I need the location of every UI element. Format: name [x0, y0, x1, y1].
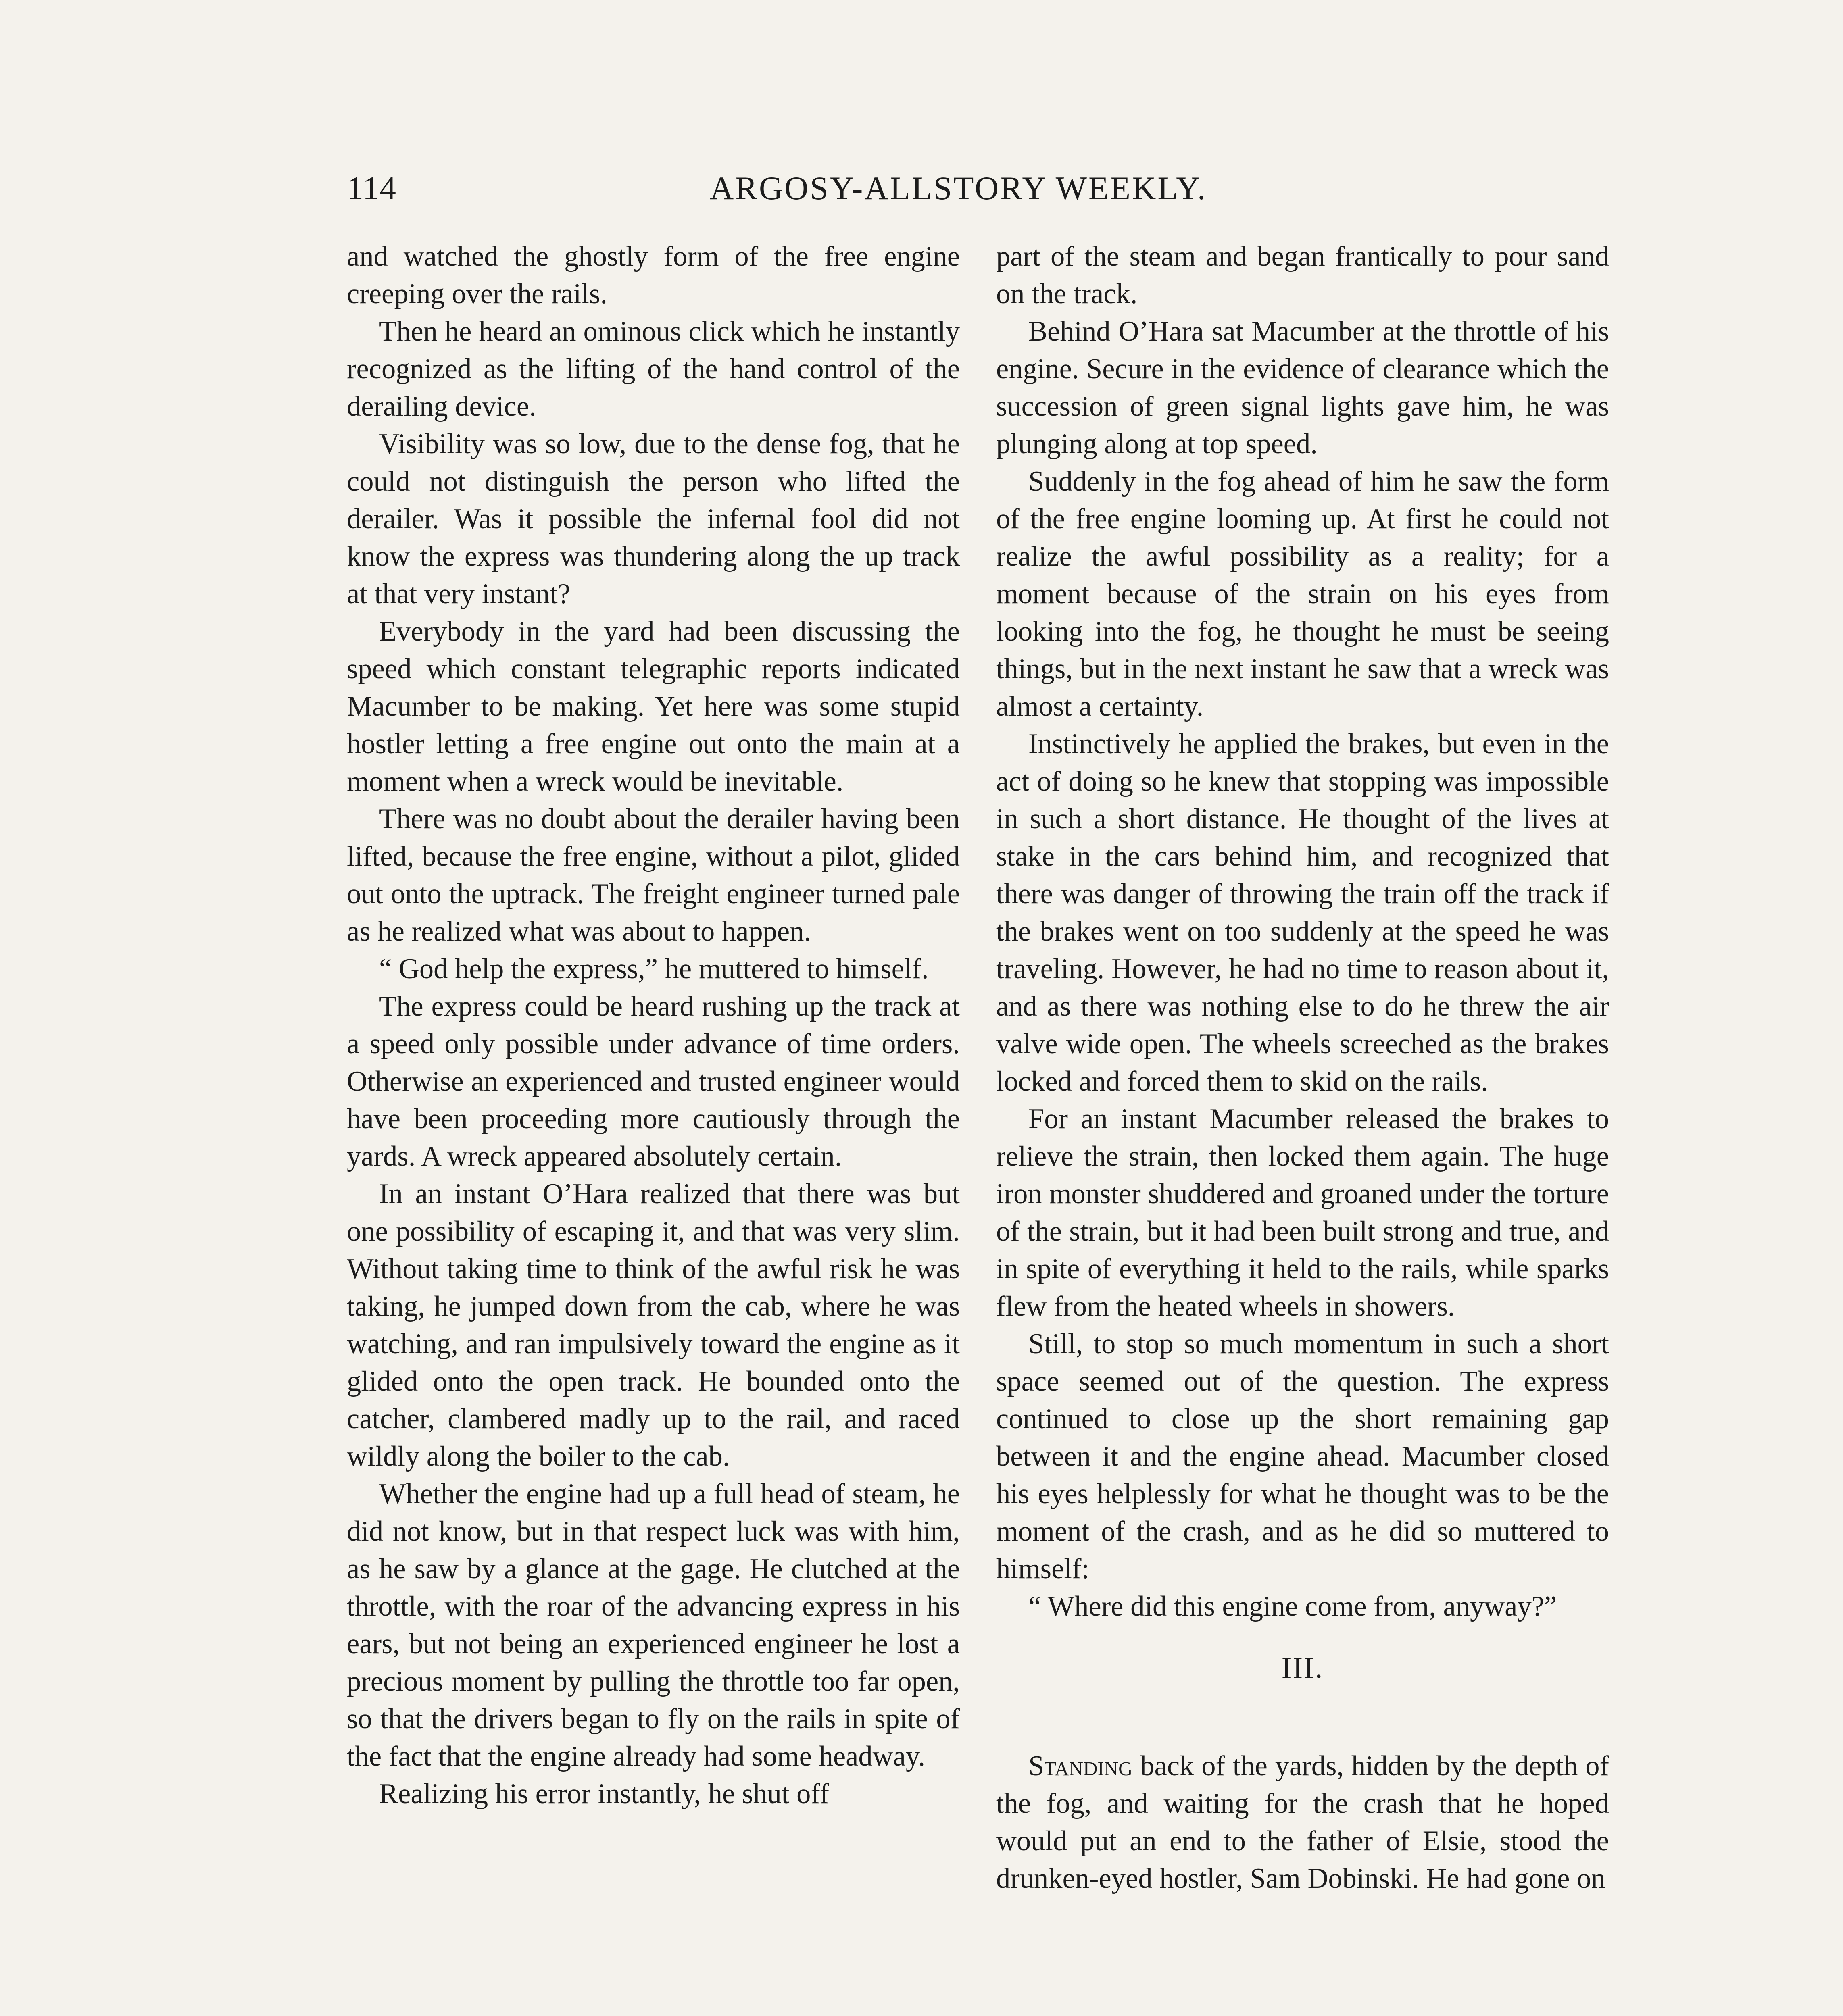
running-head: ARGOSY-ALLSTORY WEEKLY. — [710, 170, 1207, 206]
paragraph: Whether the engine had up a full head of steam, he did not know, but in that respect luck was with him, as he saw by a glance at the gage. He clutched at the throttle, with the roar of the advancing express in his ears, but not being an experienced engineer he lost a precious moment by pulling the throttle too far open, so that the drivers began to fly on the rails in spite of the fact that the engine already had some headway. — [347, 1478, 960, 1772]
paragraph: part of the steam and began frantically to pour sand on the track. — [996, 241, 1609, 310]
section-heading: III. — [1281, 1652, 1324, 1685]
paragraph: Behind O’Hara sat Macumber at the throttle of his engine. Secure in the evidence of clearance which the succession of green signal lights gave him, he was plunging along at top speed. — [996, 316, 1609, 460]
paragraph: Visibility was so low, due to the dense fog, that he could not distinguish the person who lifted the derailer. Was it possible the infernal fool did not know the express was thundering along the up track at that very instant? — [347, 428, 960, 610]
paragraph: Everybody in the yard had been discussing the speed which constant telegraphic reports indicated Macumber to be making. Yet here was some stupid hostler letting a free engine out onto the main at a moment when a wreck would be inevitable. — [347, 616, 960, 797]
paragraph: In an instant O’Hara realized that there was but one possibility of escaping it, and that was very slim. Without taking time to think of the awful risk he was taking, he jumped down from the cab, where he was watching, and ran impulsively toward the engine as it glided onto the open track. He bounded onto the catcher, clambered madly up to the rail, and raced wildly along the boiler to the cab. — [347, 1178, 960, 1472]
left-column — [347, 238, 960, 1813]
page-number: 114 — [347, 170, 396, 206]
paragraph: Instinctively he applied the brakes, but even in the act of doing so he knew that stopping was impossible in such a short distance. He thought of the lives at stake in the cars behind him, and recognized that there was danger of throwing the train off the track if the brakes went on too suddenly at the speed he was traveling. However, he had no time to reason about it, and as there was nothing else to do he threw the air valve wide open. The wheels screeched as the brakes locked and forced them to skid on the rails. — [996, 728, 1609, 1097]
paragraph: Then he heard an ominous click which he instantly recognized as the lifting of the hand control of the derailing device. — [347, 316, 960, 422]
lead-in-text: back of the yards, hidden by the depth of the fog, and waiting for the crash that he hoped would put an end to the father of Elsie, stood the drunken-eyed hostler, Sam Dobinski. He had gone on — [996, 1750, 1609, 1894]
paragraph: Realizing his error instantly, he shut off — [379, 1778, 830, 1810]
right-column — [996, 238, 1609, 1897]
paragraph: Suddenly in the fog ahead of him he saw the form of the free engine looming up. At first he could not realize the awful possibility as a reality; for a moment because of the strain on his eyes from looking into the fog, he thought he must be seeing things, but in the next instant he saw that a wreck was almost a certainty. — [996, 466, 1609, 722]
paragraph: “ God help the express,” he muttered to himself. — [379, 953, 929, 985]
paragraph: The express could be heard rushing up the track at a speed only possible under advance of time orders. Otherwise an experienced and trusted engineer would have been proceeding more cautiously through the yards. A wreck appeared absolutely certain. — [347, 991, 960, 1172]
paragraph: “ Where did this engine come from, anyway?” — [1028, 1591, 1557, 1622]
paragraph: and watched the ghostly form of the free engine creeping over the rails. — [347, 241, 960, 310]
section-opening-paragraph — [996, 1747, 1609, 1897]
paragraph: There was no doubt about the derailer having been lifted, because the free engine, without a pilot, glided out onto the uptrack. The freight engineer turned pale as he realized what was about to happen. — [347, 803, 960, 947]
lead-in-smallcaps: Standing — [1028, 1750, 1133, 1782]
paragraph: Still, to stop so much momentum in such a short space seemed out of the question. The express continued to close up the short remaining gap between it and the engine ahead. Macumber closed his eyes helplessly for what he thought was to be the moment of the crash, and as he did so muttered to himself: — [996, 1328, 1609, 1585]
paragraph: For an instant Macumber released the brakes to relieve the strain, then locked them again. The huge iron monster shuddered and groaned under the torture of the strain, but it had been built strong and true, and in spite of everything it held to the rails, while sparks flew from the heated wheels in showers. — [996, 1103, 1609, 1322]
